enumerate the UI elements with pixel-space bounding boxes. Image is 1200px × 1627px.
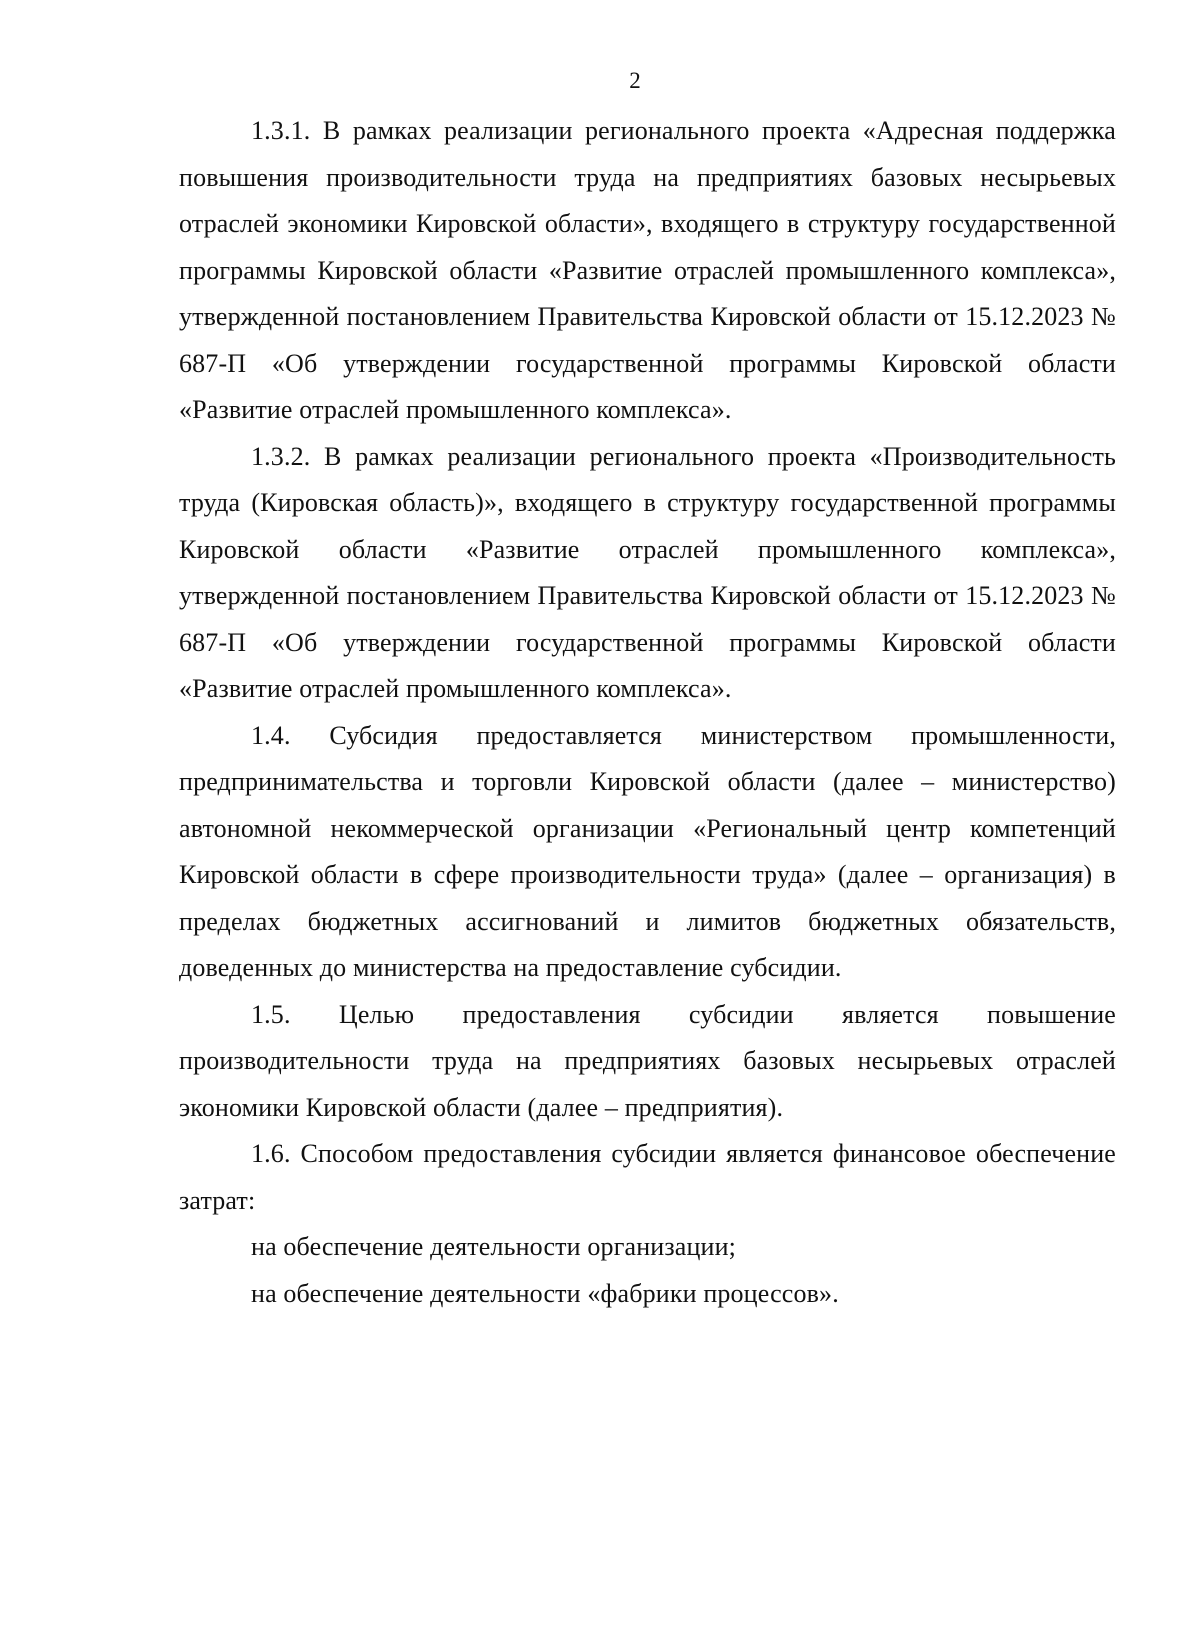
paragraph-1-5: 1.5. Целью предоставления субсидии является повышение производительности труда на предприятиях базовых несырьевых отраслей экономики Кировской области (далее – предприятия). <box>179 999 1116 1122</box>
paragraph-1-3-2: 1.3.2. В рамках реализации регионального проекта «Производительность труда (Кировская область)», входящего в структуру государственной программы Кировской области «Развитие отраслей промышленного комплекса», утвержденной постановлением Правительства Кировской области от 15.12.2023 № 687-П «Об утверждении государственной программы Кировской области «Развитие отраслей промышленного комплекса». <box>179 441 1116 703</box>
list-item-process-factory: на обеспечение деятельности «фабрики процессов». <box>251 1278 839 1308</box>
page-number: 2 <box>629 68 641 93</box>
paragraph-1-6: 1.6. Способом предоставления субсидии является финансовое обеспечение затрат: <box>179 1139 1116 1215</box>
document-body <box>179 108 1116 1317</box>
paragraph-1-3-1: 1.3.1. В рамках реализации регионального проекта «Адресная поддержка повышения производительности труда на предприятиях базовых несырьевых отраслей экономики Кировской области», входящего в структуру государственной программы Кировской области «Развитие отраслей промышленного комплекса», утвержденной постановлением Правительства Кировской области от 15.12.2023 № 687-П «Об утверждении государственной программы Кировской области «Развитие отраслей промышленного комплекса». <box>179 116 1116 424</box>
list-item-organization: на обеспечение деятельности организации; <box>251 1232 737 1261</box>
paragraph-1-4: 1.4. Субсидия предоставляется министерством промышленности, предпринимательства и торговли Кировской области (далее – министерство) автономной некоммерческой организации «Региональный центр компетенций Кировской области в сфере производительности труда» (далее – организация) в пределах бюджетных ассигнований и лимитов бюджетных обязательств, доведенных до министерства на предоставление субсидии. <box>179 720 1116 982</box>
